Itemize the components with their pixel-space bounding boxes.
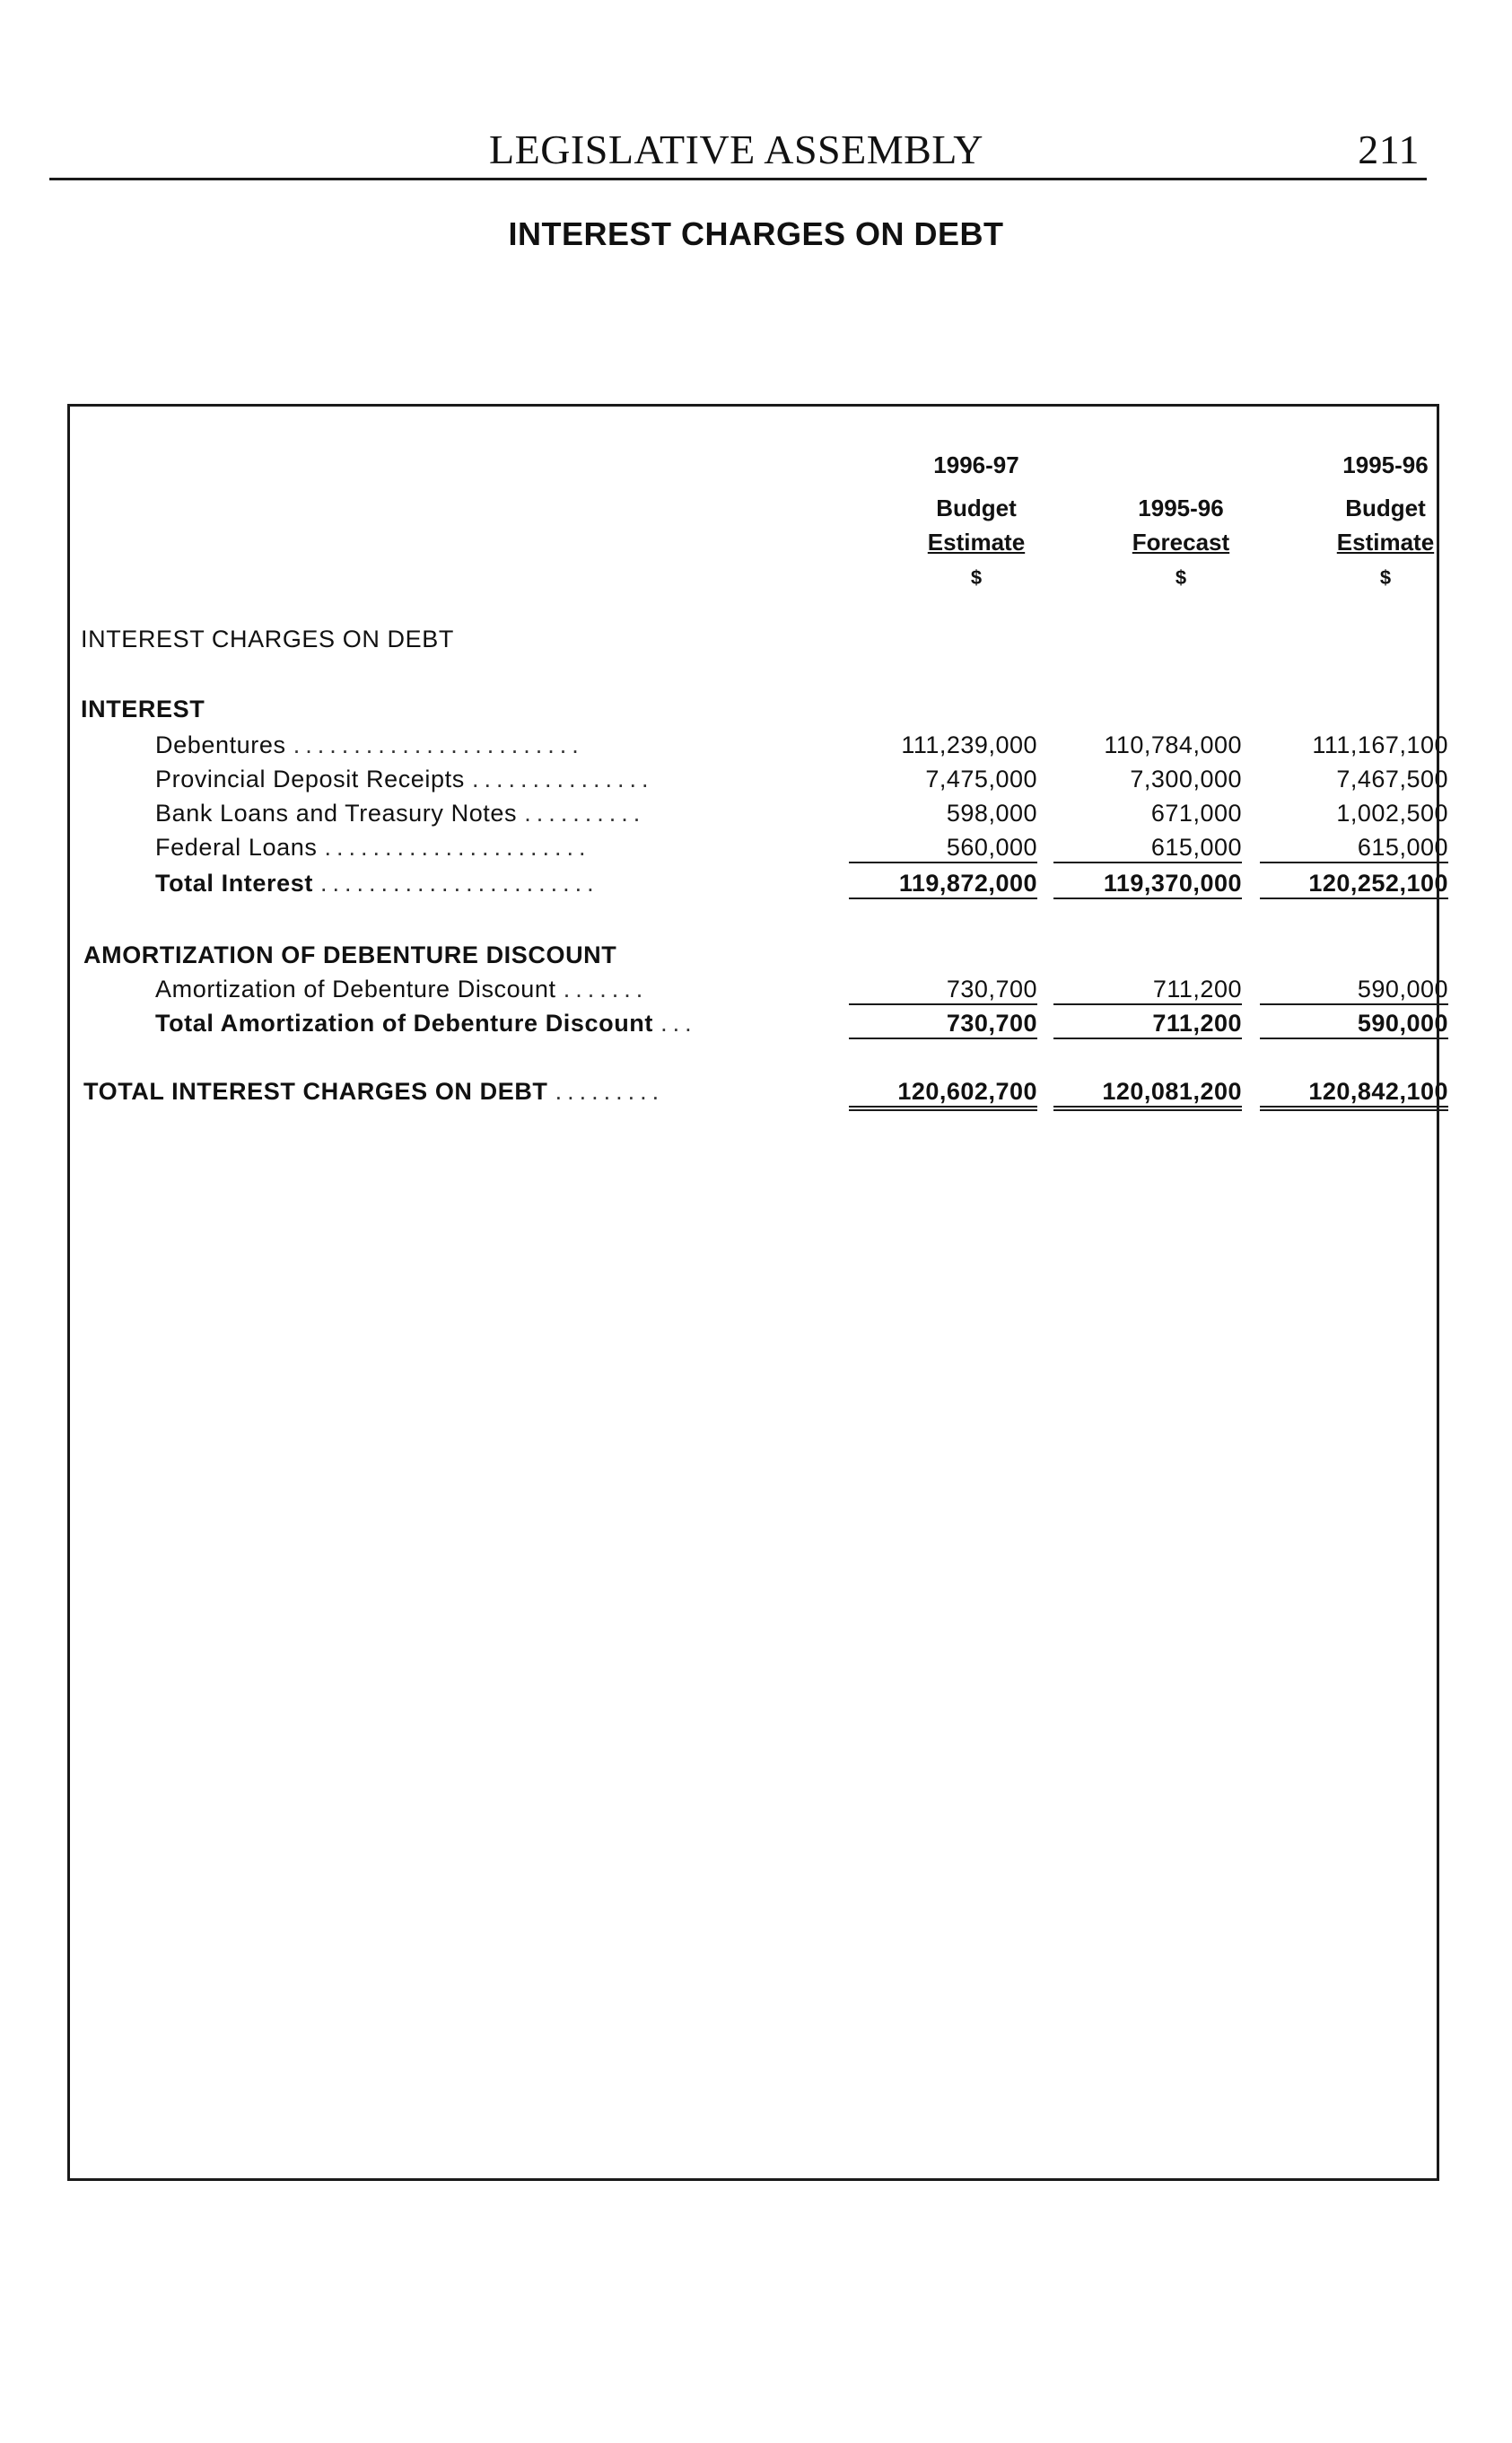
table-frame	[67, 404, 1448, 2181]
column-header-forecast-1995-96	[1091, 451, 1271, 595]
row-label: Bank Loans and Treasury Notes ..........	[155, 800, 646, 827]
interest-heading: INTEREST	[81, 696, 205, 722]
value-1995-96-forecast: 119,370,000	[1053, 870, 1242, 899]
value-1996-97-budget: 120,602,700	[849, 1078, 1037, 1111]
total-amortization-row	[70, 1010, 1448, 1044]
col-subtype: Estimate	[1336, 529, 1435, 556]
value-1995-96-budget: 590,000	[1260, 1010, 1448, 1039]
row-label: Debentures ........................	[155, 731, 584, 758]
table-row	[70, 834, 1448, 868]
row-label: Total Interest .......................	[155, 870, 599, 897]
grand-total-row	[70, 1078, 1448, 1117]
value-1996-97-budget: 730,700	[849, 976, 1037, 1005]
value-1995-96-budget: 120,842,100	[1260, 1078, 1448, 1111]
value-1995-96-budget: 7,467,500	[1336, 766, 1448, 792]
value-1995-96-forecast: 615,000	[1053, 834, 1242, 863]
section-title: INTEREST CHARGES ON DEBT	[81, 626, 454, 652]
page-title: INTEREST CHARGES ON DEBT	[508, 215, 1004, 252]
value-1995-96-forecast: 671,000	[1150, 800, 1242, 827]
col-year: 1996-97	[933, 451, 1019, 478]
row-label: TOTAL INTEREST CHARGES ON DEBT .........	[83, 1078, 665, 1105]
col-subtype: Forecast	[1132, 529, 1230, 556]
col-subtype: Estimate	[927, 529, 1026, 556]
value-1996-97-budget: 560,000	[849, 834, 1037, 863]
value-1996-97-budget: 119,872,000	[849, 870, 1037, 899]
col-year: 1995-96	[1342, 451, 1429, 478]
table-row	[70, 766, 1448, 800]
column-header-budget-1995-96	[1296, 451, 1475, 595]
value-1995-96-forecast: 711,200	[1053, 1010, 1242, 1039]
col-type: Budget	[936, 495, 1017, 521]
value-1996-97-budget: 111,239,000	[901, 731, 1037, 758]
value-1995-96-budget: 615,000	[1260, 834, 1448, 863]
table-row	[70, 976, 1448, 1010]
page-number: 211	[1358, 127, 1420, 172]
amortization-heading: AMORTIZATION OF DEBENTURE DISCOUNT	[83, 941, 617, 968]
col-currency: $	[1175, 566, 1187, 589]
value-1995-96-budget: 590,000	[1260, 976, 1448, 1005]
value-1995-96-forecast: 711,200	[1053, 976, 1242, 1005]
amortization-heading-row	[70, 941, 1442, 976]
running-header	[49, 126, 1427, 180]
value-1996-97-budget: 7,475,000	[925, 766, 1037, 792]
value-1996-97-budget: 598,000	[946, 800, 1037, 827]
value-1995-96-budget: 120,252,100	[1260, 870, 1448, 899]
value-1996-97-budget: 730,700	[849, 1010, 1037, 1039]
row-label: Total Amortization of Debenture Discount ...	[155, 1010, 697, 1037]
value-1995-96-budget: 1,002,500	[1336, 800, 1448, 827]
col-type: 1995-96	[1138, 495, 1224, 521]
col-type: Budget	[1345, 495, 1426, 521]
value-1995-96-forecast: 110,784,000	[1104, 731, 1242, 758]
table-row	[70, 800, 1448, 834]
section-title-row	[70, 626, 1442, 660]
col-currency: $	[970, 566, 983, 589]
col-currency: $	[1379, 566, 1392, 589]
column-header-budget-1996-97	[887, 451, 1066, 595]
total-interest-row	[70, 870, 1448, 904]
row-label: Amortization of Debenture Discount .......	[155, 976, 649, 1003]
interest-heading-row	[70, 696, 1442, 730]
row-label: Federal Loans ......................	[155, 834, 591, 861]
running-title: LEGISLATIVE ASSEMBLY	[489, 127, 984, 172]
value-1995-96-budget: 111,167,100	[1312, 731, 1448, 758]
row-label: Provincial Deposit Receipts ...............	[155, 766, 654, 792]
table-row	[70, 731, 1448, 766]
value-1995-96-forecast: 120,081,200	[1053, 1078, 1242, 1111]
value-1995-96-forecast: 7,300,000	[1130, 766, 1242, 792]
